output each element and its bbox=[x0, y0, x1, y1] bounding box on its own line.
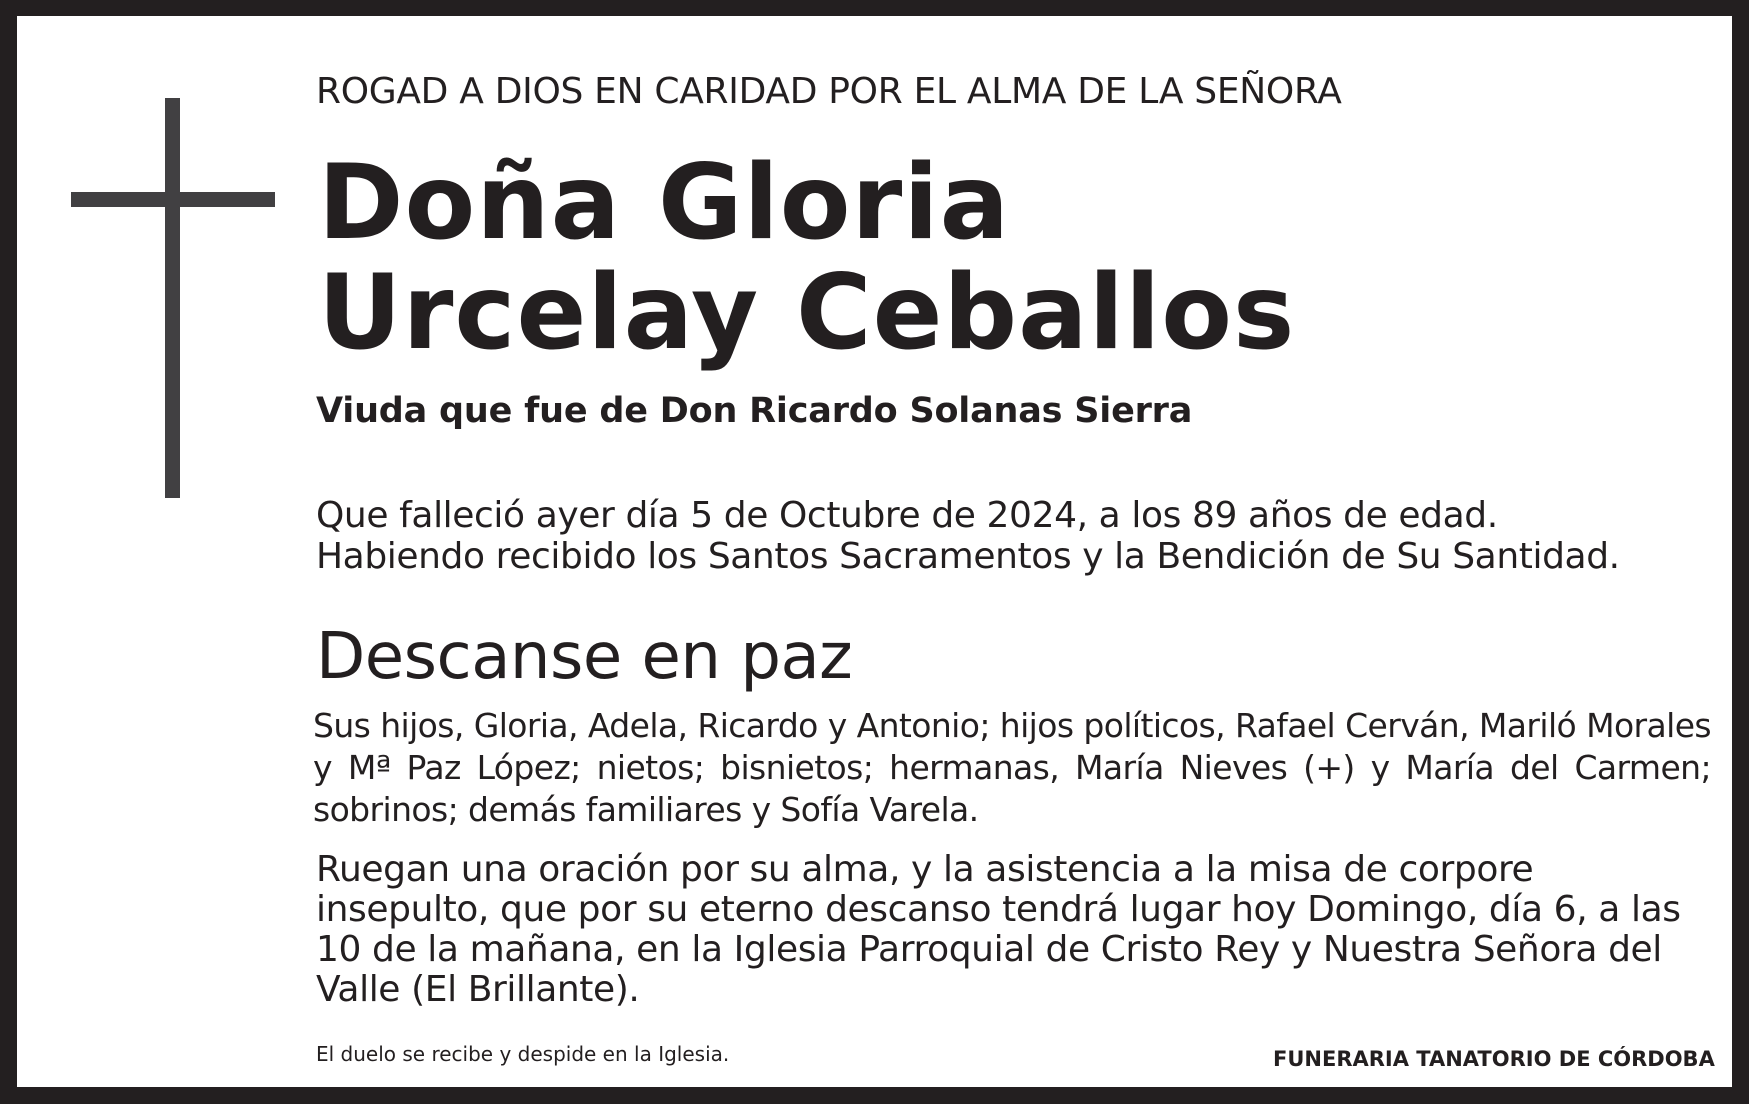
funeral-home-name: FUNERARIA TANATORIO DE CÓRDOBA bbox=[1273, 1047, 1715, 1071]
death-details bbox=[316, 495, 1620, 577]
mourning-note: El duelo se recibe y despide en la Iglesia. bbox=[316, 1042, 730, 1066]
cross-icon-crossbar bbox=[71, 192, 275, 207]
death-details-line-2: Habiendo recibido los Santos Sacramentos y la Bendición de Su Santidad. bbox=[316, 536, 1620, 577]
widow-of-line: Viuda que fue de Don Ricardo Solanas Sierra bbox=[316, 391, 1193, 431]
notice-header: ROGAD A DIOS EN CARIDAD POR EL ALMA DE LA SEÑORA bbox=[316, 71, 1342, 112]
mass-paragraph: Ruegan una oración por su alma, y la asistencia a la misa de corpore insepulto, que por su eterno descanso tendrá lugar hoy Domingo, día 6, a las 10 de la mañana, en la Iglesia Parroquial de Cristo Rey y Nuestra Señora del Valle (El Brillante). bbox=[316, 849, 1681, 1010]
deceased-name-line-1: Doña Gloria bbox=[318, 143, 1011, 263]
death-details-line-1: Que falleció ayer día 5 de Octubre de 2024, a los 89 años de edad. bbox=[316, 495, 1498, 536]
cross-icon bbox=[165, 98, 180, 498]
rest-in-peace-heading: Descanse en paz bbox=[316, 620, 853, 694]
family-paragraph: Sus hijos, Gloria, Adela, Ricardo y Antonio; hijos políticos, Rafael Cerván, Mariló Morales y Mª Paz López; nietos; bisnietos; hermanas, María Nieves (+) y María del Carmen; sobrinos; demás familiares y Sofía Varela. bbox=[313, 706, 1711, 829]
deceased-name-line-2: Urcelay Ceballos bbox=[318, 253, 1296, 373]
